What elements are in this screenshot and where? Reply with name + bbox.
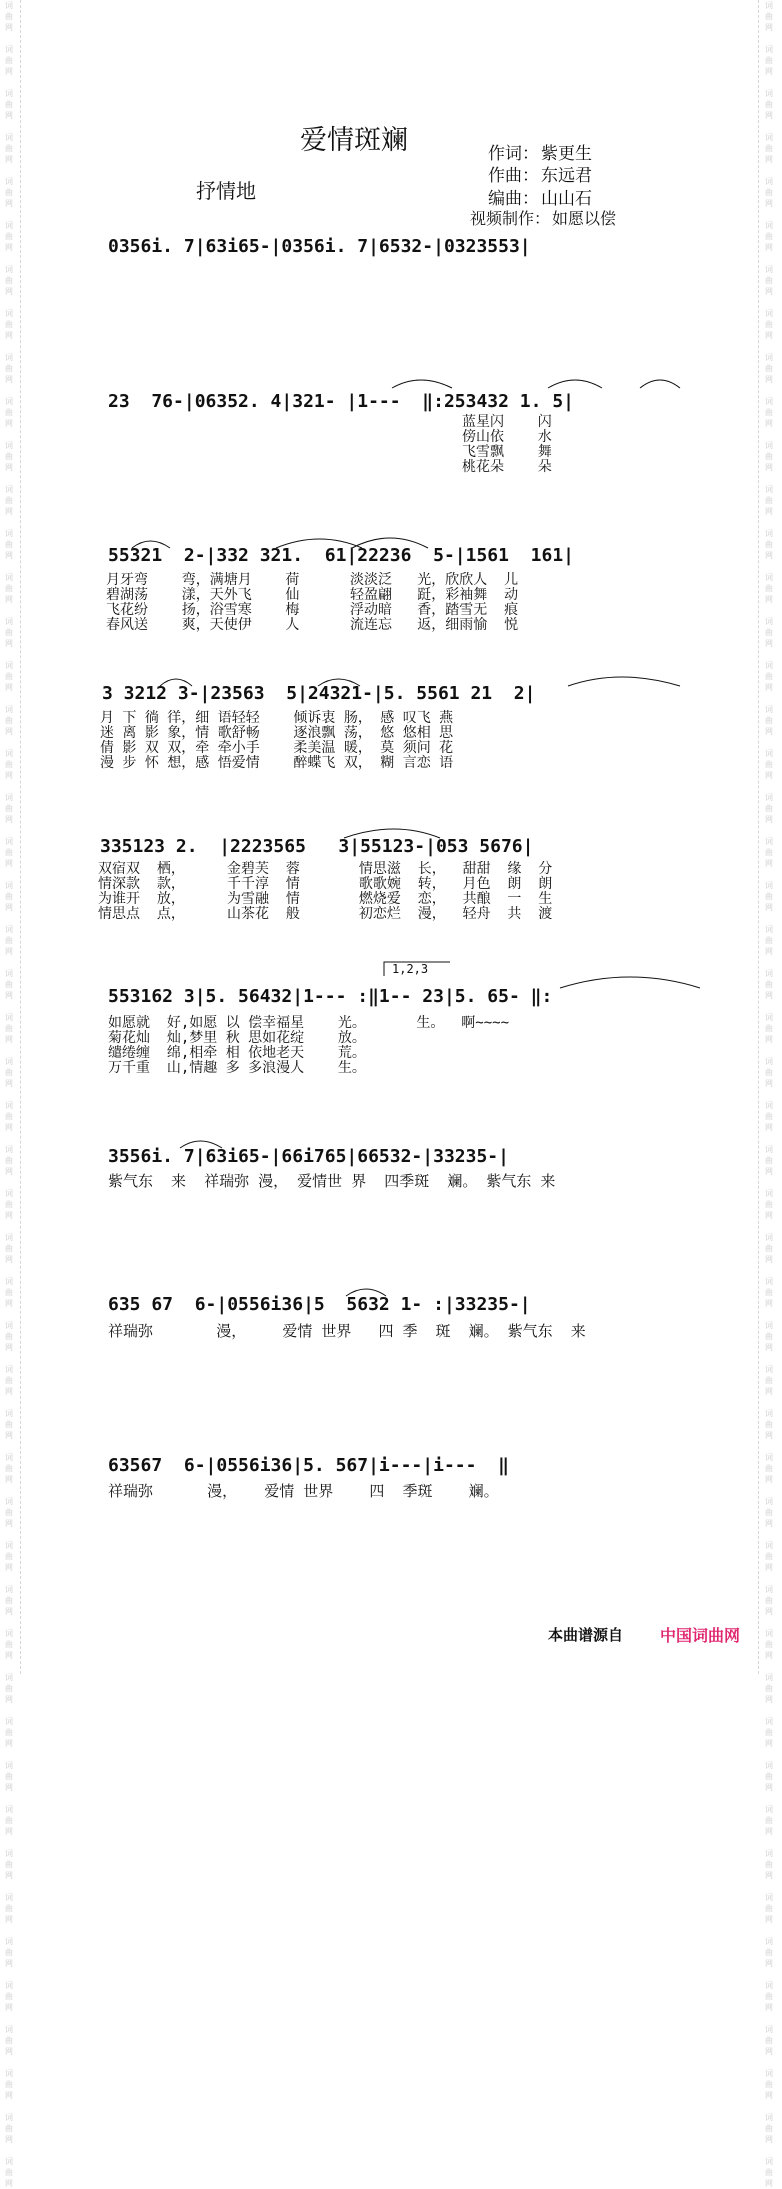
credit-label: 作词：: [488, 144, 539, 164]
lyric-line: 飞花纷 扬，浴雪寒 梅 浮动暗 香，踏雪无 痕: [106, 602, 519, 618]
score-notes: 3556i. 7|63i65-|66i765|66532-|33235-|: [108, 1146, 509, 1167]
score-notes: 0356i. 7|63i65-|0356i. 7|6532-|0323553|: [108, 236, 531, 257]
slur: [392, 380, 452, 388]
watermark-strip-right: 词 曲 网 词 曲 网 词 曲 网 词 曲 网 词 曲 网 词 曲 网 词 曲 网 词 曲 网 词 曲 网 词 曲 网 词 曲 网 词 曲 网 词 曲 网 词 曲 网 词 曲 网 词 曲 网 词 曲 网 词 曲 网 词 曲 网 词 曲 网 词 曲 网 词 曲 网 词 曲 网 词 曲 网 词 曲 网 词 曲 网 词 曲 网 词 曲 网 词 曲 网 词 曲 网 词 曲 网 词 曲 网 词 曲 网 词 曲 网 词 曲 网 词 曲 网 词 曲 网 词 曲 网 词 曲 网 词 曲 网 词 曲 网 词 曲 网 词 曲 网 词 曲 网 词 曲 网 词 曲 网 词 曲 网 词 曲 网 词 曲 网 词 曲 网: [765, 1, 773, 2188]
credit-label: 视频制作：: [470, 209, 551, 228]
lyric-line: 双宿双 栖， 金碧芙 蓉 情思滋 长， 甜甜 缘 分: [98, 861, 553, 877]
slur: [160, 679, 192, 686]
lyric-line: 蓝星闪 闪: [108, 414, 552, 430]
volta-bracket: [384, 962, 450, 976]
slur: [276, 539, 362, 548]
slur: [180, 1141, 222, 1148]
slur: [560, 977, 700, 988]
slur: [352, 538, 428, 548]
song-title: 爱情斑斓: [300, 125, 408, 156]
lyric-line: 缱绻缠 绵,相牵 相 依地老天 荒。: [108, 1045, 366, 1061]
slur: [346, 1289, 386, 1296]
score-notes: 63567 6-|0556i36|5. 567|i---|i--- ‖: [108, 1455, 509, 1476]
credit-name: 东远君: [541, 166, 592, 186]
lyric-line: 桃花朵 朵: [108, 459, 552, 475]
lyric-line: 迷 离 影 象，情 歌舒畅 逐浪飘 荡， 悠 悠相 思: [100, 725, 454, 741]
credit-label: 编曲：: [488, 189, 539, 209]
lyric-line: 万千重 山,情趣 多 多浪漫人 生。: [108, 1060, 366, 1076]
score-notes: 335123 2. |2223565 3|55123-|053 5676|: [100, 836, 534, 857]
watermark-strip-left: 词 曲 网 词 曲 网 词 曲 网 词 曲 网 词 曲 网 词 曲 网 词 曲 网 词 曲 网 词 曲 网 词 曲 网 词 曲 网 词 曲 网 词 曲 网 词 曲 网 词 曲 网 词 曲 网 词 曲 网 词 曲 网 词 曲 网 词 曲 网 词 曲 网 词 曲 网 词 曲 网 词 曲 网 词 曲 网 词 曲 网 词 曲 网 词 曲 网 词 曲 网 词 曲 网 词 曲 网 词 曲 网 词 曲 网 词 曲 网 词 曲 网 词 曲 网 词 曲 网 词 曲 网 词 曲 网 词 曲 网 词 曲 网 词 曲 网 词 曲 网 词 曲 网 词 曲 网 词 曲 网 词 曲 网 词 曲 网 词 曲 网 词 曲 网: [5, 1, 13, 2188]
score-notes: 55321 2-|332 321. 61|22236 5-|1561 161|: [108, 545, 574, 566]
lyric-line: 祥瑞弥 漫， 爱情 世界 四 季 斑 斓。 紫气东 来: [108, 1322, 586, 1340]
footer-site-link[interactable]: 中国词曲网: [660, 1626, 741, 1645]
lyric-line: 漫 步 怀 想，感 悟爱情 醉蝶飞 双， 糊 言恋 语: [100, 755, 454, 771]
volta-label: 1,2,3: [392, 962, 429, 976]
credit-name: 如愿以偿: [552, 209, 617, 228]
lyric-line: 春风送 爽，天使伊 人 流连忘 返，细雨愉 悦: [106, 617, 519, 633]
score-notes: 553162 3|5. 56432|1--- :‖1-- 23|5. 65- ‖:: [108, 986, 553, 1007]
slur: [344, 829, 440, 838]
lyric-line: 为谁开 放， 为雪融 情 燃烧爱 恋， 共酿 一 生: [98, 891, 553, 907]
lyric-line: 傍山依 水: [108, 429, 552, 445]
lyric-line: 紫气东 来 祥瑞弥 漫， 爱情世 界 四季斑 斓。 紫气东 来: [108, 1172, 556, 1190]
lyric-line: 飞雪飘 舞: [108, 444, 552, 460]
score-notes: 3 3212 3-|23563 5|24321-|5. 5561 21 2|: [102, 683, 536, 704]
lyric-line: 菊花灿 灿,梦里 秋 思如花绽 放。: [108, 1030, 366, 1046]
slur: [548, 380, 602, 388]
lyric-line: 情深款 款， 千千淳 情 歌歌婉 转， 月色 朗 朗: [98, 876, 553, 892]
lyric-line: 碧湖荡 漾，天外飞 仙 轻盈翩 跹，彩袖舞 动: [106, 587, 519, 603]
credit-label: 作曲：: [488, 166, 539, 186]
slur: [318, 679, 360, 686]
score-notes: 635 67 6-|0556i36|5 5632 1- :|33235-|: [108, 1294, 531, 1315]
lyric-line: 月 下 徜 徉，细 语轻轻 倾诉衷 肠， 感 叹飞 燕: [100, 710, 454, 726]
footer-source-label: 本曲谱源自: [548, 1626, 624, 1644]
lyric-line: 月牙弯 弯，满塘月 荷 淡淡泛 光，欣欣人 儿: [106, 572, 519, 588]
lyric-line: 倩 影 双 双，牵 牵小手 柔美温 暖， 莫 须问 花: [100, 740, 454, 756]
slur: [132, 541, 170, 548]
slur: [568, 677, 680, 686]
lyric-line: 祥瑞弥 漫， 爱情 世界 四 季斑 斓。: [108, 1482, 499, 1500]
lyric-line: 如愿就 好,如愿 以 偿幸福星 光。 生。 啊~~~~: [108, 1015, 510, 1031]
credit-name: 紫更生: [541, 144, 592, 164]
tempo-marking: 抒情地: [196, 179, 256, 203]
slur: [640, 380, 680, 388]
credit-name: 山山石: [541, 189, 592, 209]
score-notes: 23 76-|06352. 4|321- |1--- ‖:253432 1. 5|: [108, 391, 574, 412]
lyric-line: 情思点 点， 山茶花 般 初恋烂 漫， 轻舟 共 渡: [98, 906, 553, 922]
